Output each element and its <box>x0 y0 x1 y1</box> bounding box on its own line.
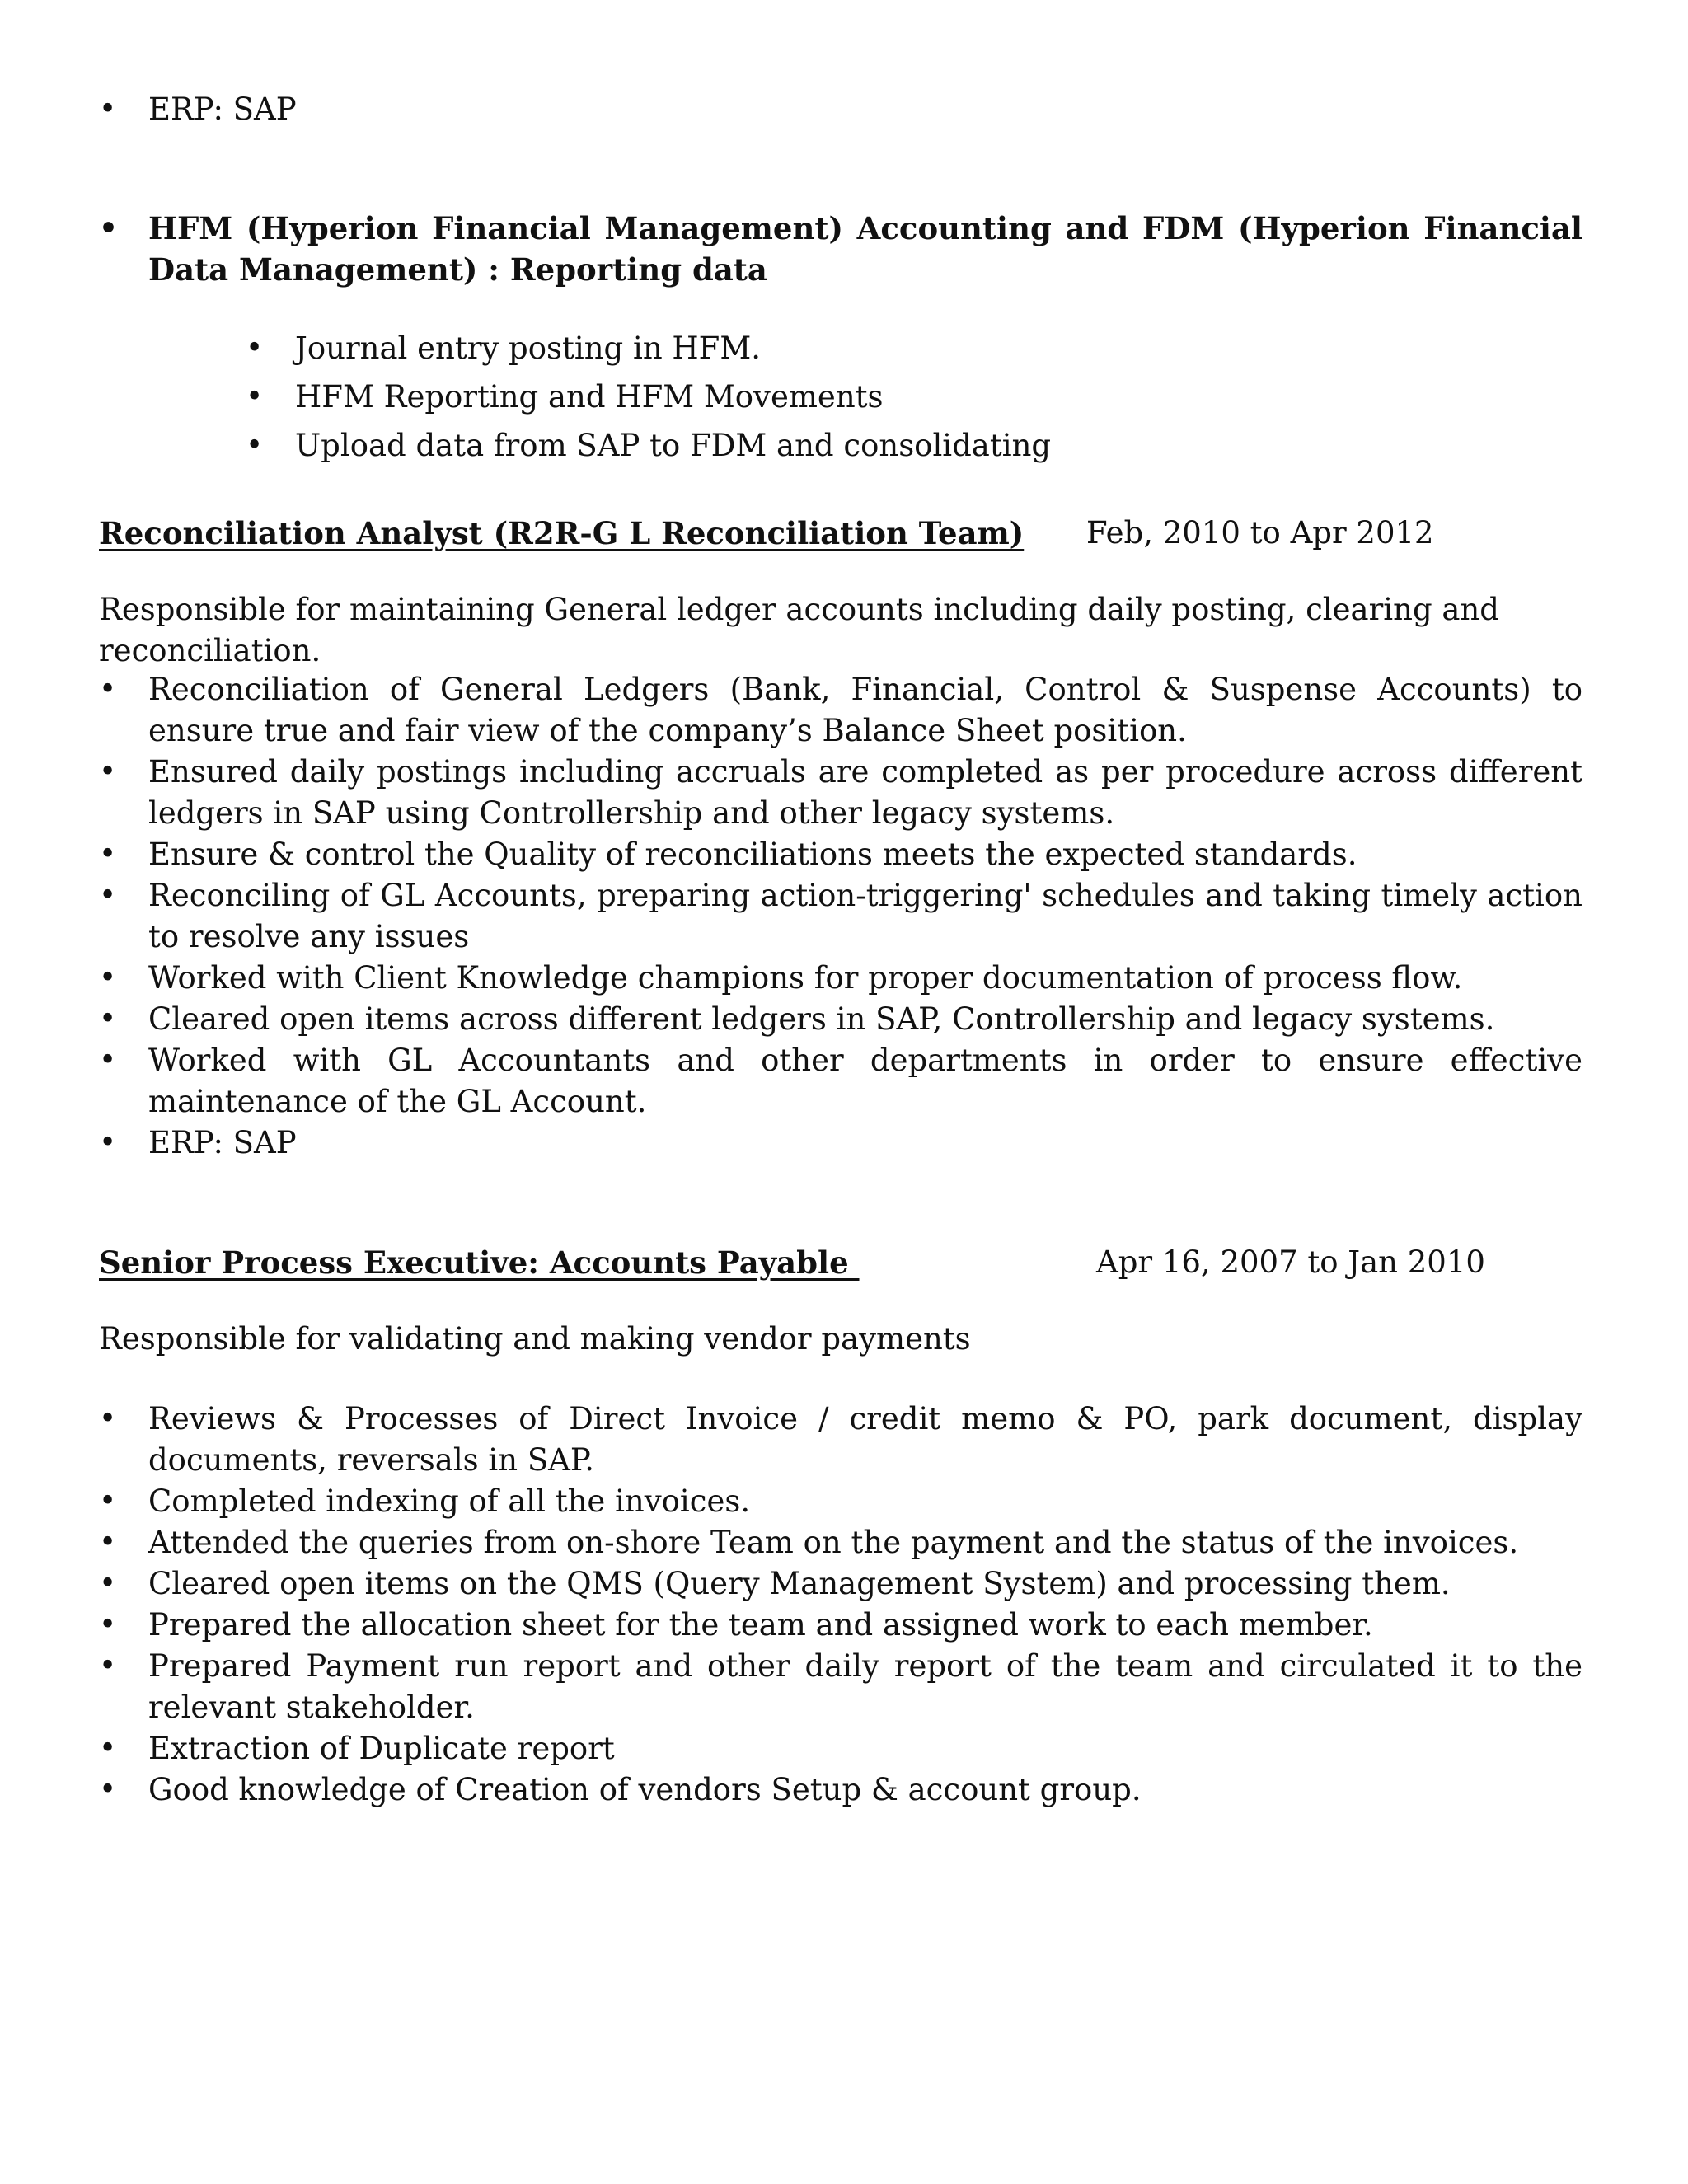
list-item <box>99 1769 1582 1811</box>
hfm-sub-list <box>246 328 1400 466</box>
bullet-icon: • <box>99 755 117 789</box>
bullet-icon: • <box>99 1002 117 1036</box>
list-item-text: Good knowledge of Creation of vendors Setup & account group. <box>148 1772 1142 1807</box>
job-dates: Apr 16, 2007 to Jan 2010 <box>1096 1244 1485 1280</box>
reconciliation-summary: Responsible for maintaining General ledger accounts including daily posting, clearing and reconciliation. <box>99 592 1499 668</box>
list-item <box>99 752 1582 834</box>
bullet-icon: • <box>246 331 264 365</box>
list-item-text: Cleared open items on the QMS (Query Management System) and processing them. <box>148 1566 1451 1601</box>
bullet-icon: • <box>99 961 117 995</box>
list-item <box>246 425 1400 466</box>
bullet-icon: • <box>99 1732 117 1765</box>
list-item-text: Ensured daily postings including accruals are completed as per procedure across different ledgers in SAP using Controllership and other legacy systems. <box>148 754 1582 831</box>
bullet-icon: • <box>99 1402 117 1436</box>
reconciliation-block <box>99 669 1582 1164</box>
bullet-icon: • <box>99 211 119 246</box>
list-item <box>99 875 1582 958</box>
list-item-text: Ensure & control the Quality of reconciliations meets the expected standards. <box>148 837 1357 872</box>
list-item-text: Prepared Payment run report and other daily report of the team and circulated it to the relevant stakeholder. <box>148 1648 1582 1725</box>
list-item <box>99 1563 1582 1605</box>
list-item-text: Attended the queries from on-shore Team on the payment and the status of the invoices. <box>148 1525 1519 1560</box>
bullet-icon: • <box>99 1126 117 1160</box>
top-list-block <box>99 89 1582 130</box>
hfm-list <box>99 208 1582 290</box>
job-title: Reconciliation Analyst (R2R-G L Reconciliation Team) <box>99 515 1025 551</box>
bullet-icon: • <box>246 380 264 414</box>
bullet-icon: • <box>99 1649 117 1683</box>
list-item-text: Worked with GL Accountants and other departments in order to ensure effective maintenance of the GL Account. <box>148 1043 1582 1119</box>
bullet-icon: • <box>99 92 117 126</box>
list-item-text: Reviews & Processes of Direct Invoice / credit memo & PO, park document, display documents, reversals in SAP. <box>148 1401 1582 1478</box>
hfm-heading-text: HFM (Hyperion Financial Management) Accounting and FDM (Hyperion Financial Data Management) : Reporting data <box>148 210 1582 288</box>
list-item <box>99 1728 1582 1769</box>
list-item-text: Prepared the allocation sheet for the team and assigned work to each member. <box>148 1607 1373 1643</box>
list-item-text: Extraction of Duplicate report <box>148 1731 615 1766</box>
list-item <box>246 328 1400 369</box>
list-item <box>99 89 1582 130</box>
list-item-text: Completed indexing of all the invoices. <box>148 1483 751 1519</box>
job-title: Senior Process Executive: Accounts Payable <box>99 1244 860 1281</box>
bullet-icon: • <box>99 1484 117 1518</box>
accounts-payable-heading <box>99 1242 1582 1283</box>
hfm-heading <box>99 208 1582 290</box>
bullet-icon: • <box>99 837 117 871</box>
accounts-payable-summary: Responsible for validating and making vendor payments <box>99 1321 971 1357</box>
bullet-icon: • <box>99 1526 117 1559</box>
list-item <box>99 1605 1582 1646</box>
list-item-text: HFM Reporting and HFM Movements <box>295 379 884 415</box>
list-item <box>99 958 1582 999</box>
list-item <box>246 377 1400 418</box>
bullet-icon: • <box>99 1043 117 1077</box>
list-item-text: Cleared open items across different ledgers in SAP, Controllership and legacy systems. <box>148 1001 1495 1037</box>
list-item-text: Upload data from SAP to FDM and consolidating <box>295 428 1052 463</box>
list-item <box>99 1040 1582 1122</box>
list-item <box>99 1522 1582 1563</box>
reconciliation-list <box>99 669 1582 1164</box>
accounts-payable-block <box>99 1399 1582 1811</box>
list-item-text: Reconciling of GL Accounts, preparing action-triggering' schedules and taking timely action to resolve any issues <box>148 878 1582 954</box>
list-item-text: Reconciliation of General Ledgers (Bank, Financial, Control & Suspense Accounts) to ensure true and fair view of the company’s Balance Sheet position. <box>148 672 1582 748</box>
list-item <box>99 669 1582 752</box>
reconciliation-heading <box>99 513 1582 554</box>
bullet-icon: • <box>99 1773 117 1807</box>
bullet-icon: • <box>99 673 117 706</box>
list-item <box>99 999 1582 1040</box>
list-item <box>99 1646 1582 1728</box>
list-item <box>99 1122 1582 1164</box>
bullet-icon: • <box>99 1567 117 1601</box>
bullet-icon: • <box>246 429 264 462</box>
accounts-payable-list <box>99 1399 1582 1811</box>
job-dates: Feb, 2010 to Apr 2012 <box>1086 515 1434 551</box>
list-item <box>99 834 1582 875</box>
list-item-text: ERP: SAP <box>148 91 297 127</box>
hfm-block <box>99 208 1582 290</box>
list-item-text: ERP: SAP <box>148 1125 297 1160</box>
list-item <box>99 1399 1582 1481</box>
list-item-text: Worked with Client Knowledge champions for proper documentation of process flow. <box>148 960 1463 996</box>
list-item-text: Journal entry posting in HFM. <box>295 330 761 366</box>
list-item <box>99 1481 1582 1522</box>
bullet-icon: • <box>99 879 117 912</box>
bullet-icon: • <box>99 1608 117 1642</box>
hfm-sub-block <box>246 328 1400 474</box>
top-list <box>99 89 1582 130</box>
